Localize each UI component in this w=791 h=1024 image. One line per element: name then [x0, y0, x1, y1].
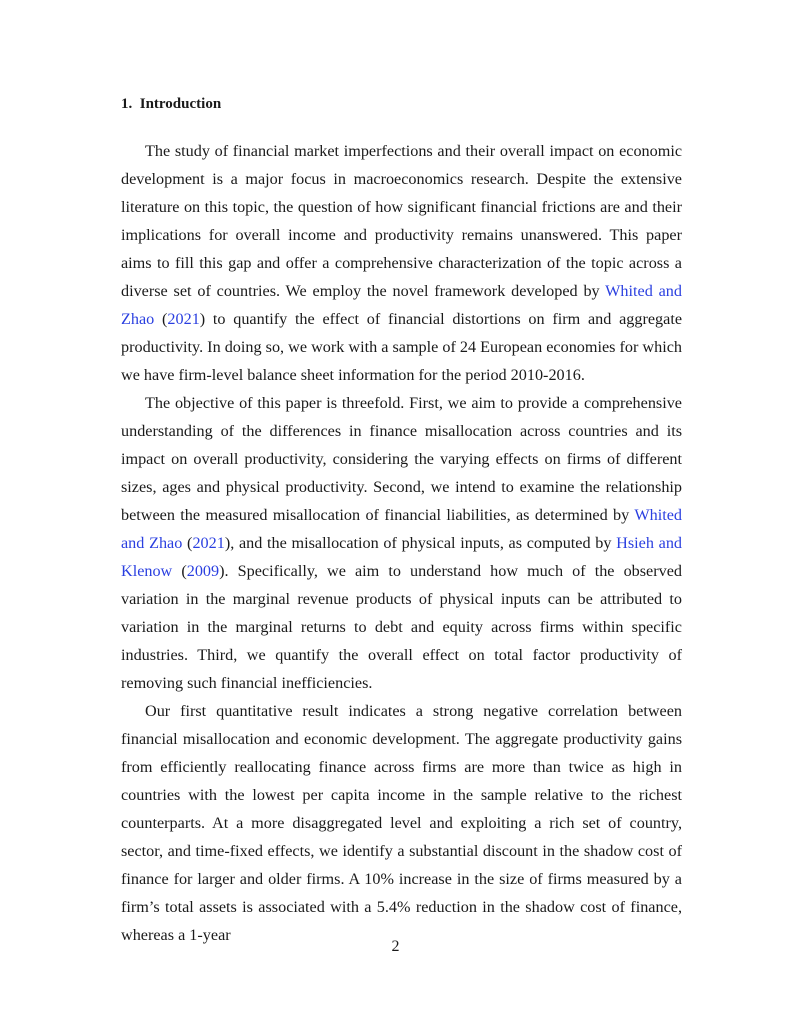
citation-link[interactable]: 2021: [192, 534, 225, 552]
page-number: 2: [391, 938, 400, 955]
section-title: Introduction: [139, 96, 222, 112]
paragraph-text: (: [154, 310, 168, 328]
section-heading: [121, 96, 221, 113]
paragraph-text: The objective of this paper is threefold. First, we aim to provide a comprehensive understanding of the differences in finance misallocation across countries and its impact on overall productivity, considering the varying effects on firms of different sizes, ages and physical productivity. Second, we intend to examine the relationship between the measured misallocation of financial liabilities, as determined by: [121, 394, 682, 524]
citation-link[interactable]: 2021: [167, 310, 200, 328]
paragraph-text: ) to quantify the effect of financial distortions on firm and aggregate productivity. In doing so, we work with a sample of 24 European economies for which we have firm-level balance sheet information for the period 2010-2016.: [121, 310, 683, 384]
citation-link[interactable]: Hsieh and Klenow: [121, 534, 683, 580]
paragraph-text: Our first quantitative result indicates a strong negative correlation between financial misallocation and economic development. The aggregate productivity gains from efficiently reallocating finance across firms are more than twice as high in countries with the lowest per capita income in the sample relative to the richest counterparts. At a more disaggregated level and exploiting a rich set of country, sector, and time-fixed effects, we identify a substantial discount in the shadow cost of finance for larger and older firms. A 10% increase in the size of firms measured by a firm’s total assets is associated with a 5.4% reduction in the shadow cost of finance, whereas a 1-year: [121, 702, 682, 944]
paragraph-text: The study of financial market imperfections and their overall impact on economic development is a major focus in macroeconomics research. Despite the extensive literature on this topic, the question of how significant financial frictions are and their implications for overall income and productivity remains unanswered. This paper aims to fill this gap and offer a comprehensive characterization of the topic across a diverse set of countries. We employ the novel framework developed by: [121, 142, 682, 300]
citation-link[interactable]: Whited and Zhao: [121, 506, 682, 552]
citation-link[interactable]: 2009: [186, 562, 220, 580]
paragraph: [121, 389, 682, 697]
body-text: [121, 137, 682, 949]
citation-link[interactable]: Whited and Zhao: [121, 282, 682, 328]
section-number: 1.: [121, 96, 133, 112]
paragraph-text: ). Specifically, we aim to understand how much of the observed variation in the marginal revenue products of physical inputs can be attributed to variation in the marginal returns to debt and equity across firms within specific industries. Third, we quantify the overall effect on total factor productivity of removing such financial inefficiencies.: [121, 562, 683, 692]
paragraph: [121, 697, 682, 949]
paragraph-text: ), and the misallocation of physical inputs, as computed by: [224, 534, 617, 552]
paragraph-text: (: [172, 562, 187, 580]
paragraph: [121, 137, 682, 389]
paragraph-text: (: [182, 534, 193, 552]
